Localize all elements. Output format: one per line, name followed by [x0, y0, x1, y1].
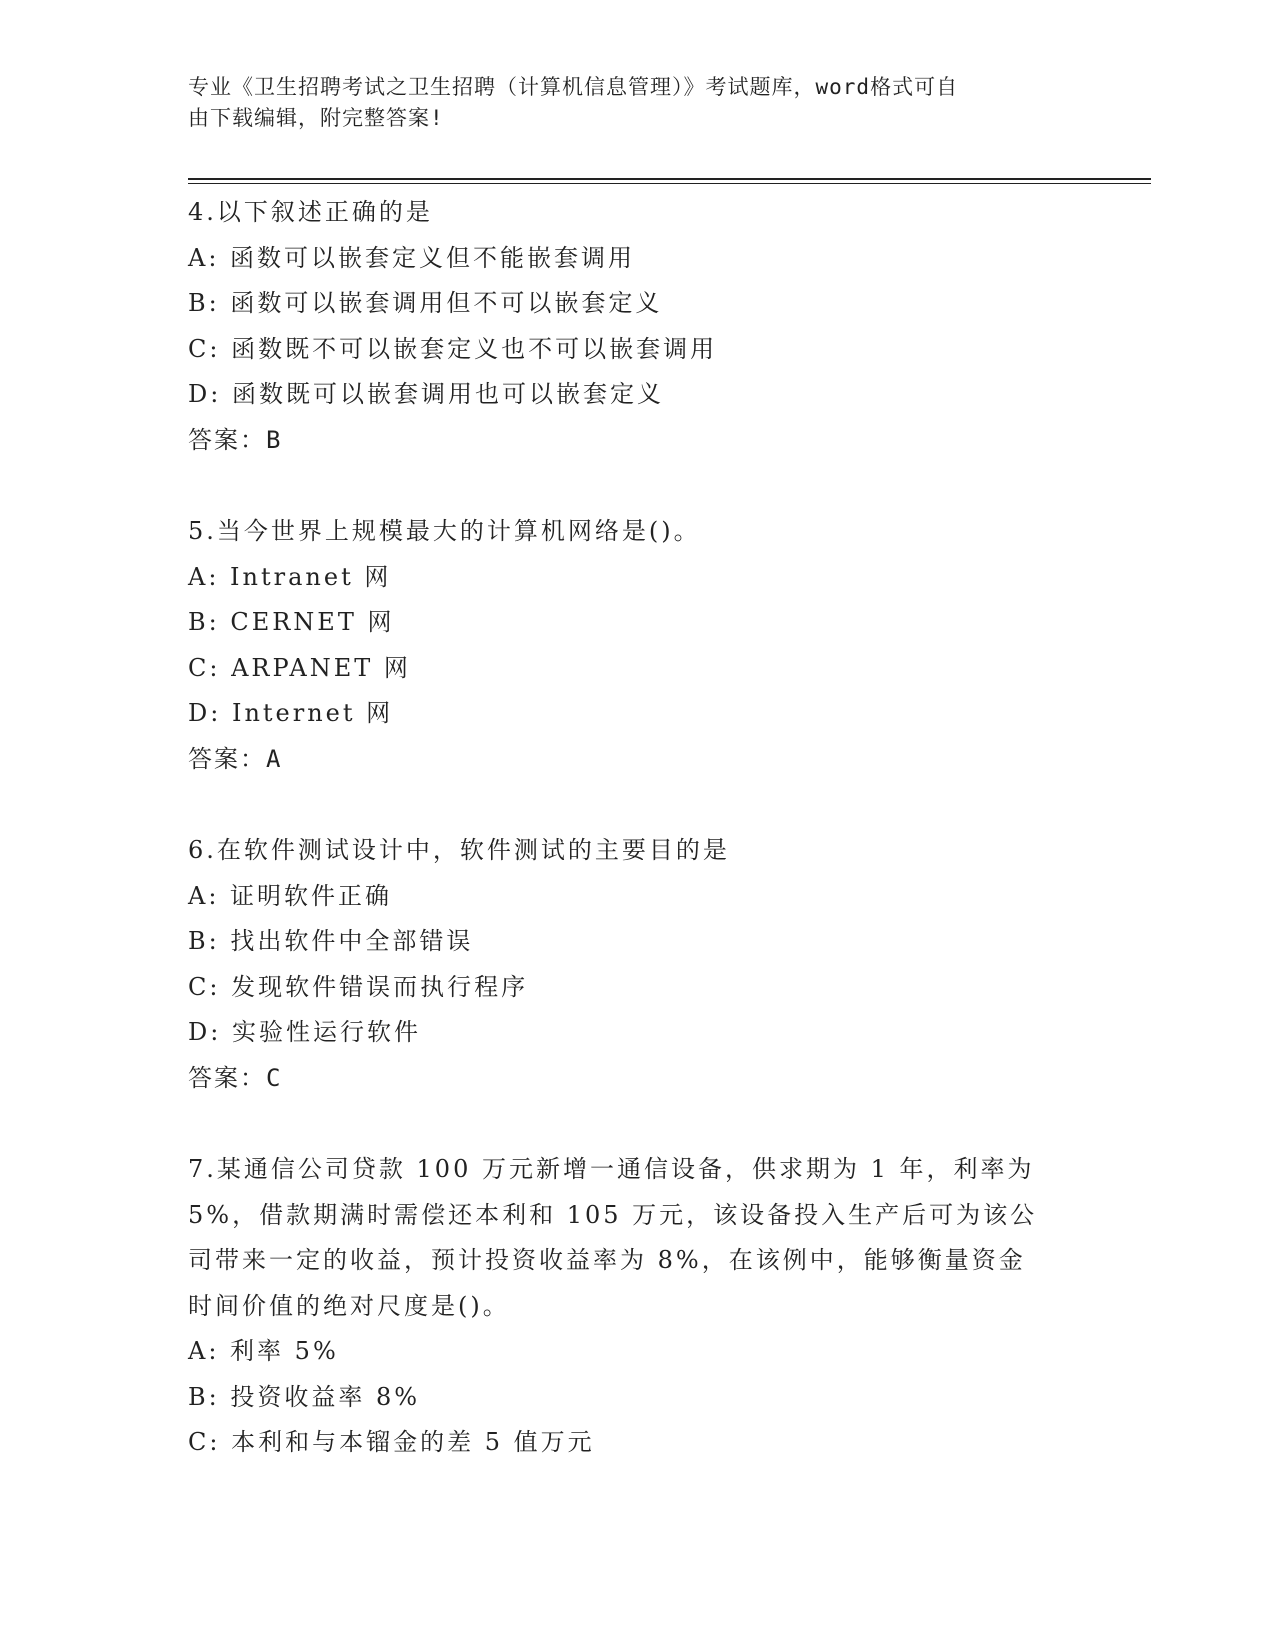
- header-rule-thin: [188, 183, 1151, 184]
- option-b: B: CERNET 网: [188, 608, 395, 636]
- document-header: [188, 72, 1068, 134]
- option-a: A: 证明软件正确: [188, 881, 393, 910]
- option-d: D: 实验性运行软件: [188, 1018, 421, 1046]
- question-stem-line: 7.某通信公司贷款 100 万元新增一通信设备，供求期为 1 年，利率为: [188, 1155, 1035, 1183]
- question-stem-line: 5.当今世界上规模最大的计算机网络是()。: [188, 517, 701, 545]
- question-stem-line: 时间价值的绝对尺度是()。: [188, 1291, 510, 1320]
- answer: 答案：A: [188, 744, 283, 773]
- option-c: C: 发现软件错误而执行程序: [188, 972, 529, 1001]
- answer: 答案：B: [188, 425, 283, 454]
- answer: 答案：C: [188, 1063, 283, 1092]
- option-c: C: ARPANET 网: [188, 653, 411, 682]
- option-a: A: 利率 5%: [188, 1337, 339, 1365]
- option-d: D: Internet 网: [188, 699, 394, 727]
- question-4: [188, 190, 1068, 463]
- option-a: A: 函数可以嵌套定义但不能嵌套调用: [188, 243, 636, 272]
- question-7: [188, 1147, 1068, 1466]
- option-b: B: 函数可以嵌套调用但不可以嵌套定义: [188, 289, 663, 317]
- option-c: C: 本利和与本镏金的差 5 值万元: [188, 1428, 595, 1456]
- question-stem-line: 5%，借款期满时需偿还本利和 105 万元，该设备投入生产后可为该公: [188, 1200, 1038, 1229]
- question-stem: [188, 190, 1068, 236]
- question-stem: [188, 509, 1068, 555]
- option-b: B: 投资收益率 8%: [188, 1382, 421, 1411]
- option-b: B: 找出软件中全部错误: [188, 927, 474, 955]
- header-line-2: 由下载编辑，附完整答案!: [188, 106, 444, 130]
- question-list: [188, 190, 1068, 1512]
- header-rule-thick: [188, 178, 1151, 180]
- option-d: D: 函数既可以嵌套调用也可以嵌套定义: [188, 380, 664, 408]
- question-6: [188, 828, 1068, 1101]
- question-stem-line: 6.在软件测试设计中，软件测试的主要目的是: [188, 836, 730, 864]
- question-stem-line: 4.以下叙述正确的是: [188, 198, 433, 226]
- question-stem-line: 司带来一定的收益，预计投资收益率为 8%，在该例中，能够衡量资金: [188, 1246, 1026, 1274]
- question-stem: [188, 1147, 1068, 1329]
- option-a: A: Intranet 网: [188, 562, 392, 591]
- header-line-1: 专业《卫生招聘考试之卫生招聘（计算机信息管理）》考试题库，word格式可自: [188, 75, 959, 99]
- question-stem: [188, 828, 1068, 874]
- option-c: C: 函数既不可以嵌套定义也不可以嵌套调用: [188, 334, 718, 363]
- question-5: [188, 509, 1068, 782]
